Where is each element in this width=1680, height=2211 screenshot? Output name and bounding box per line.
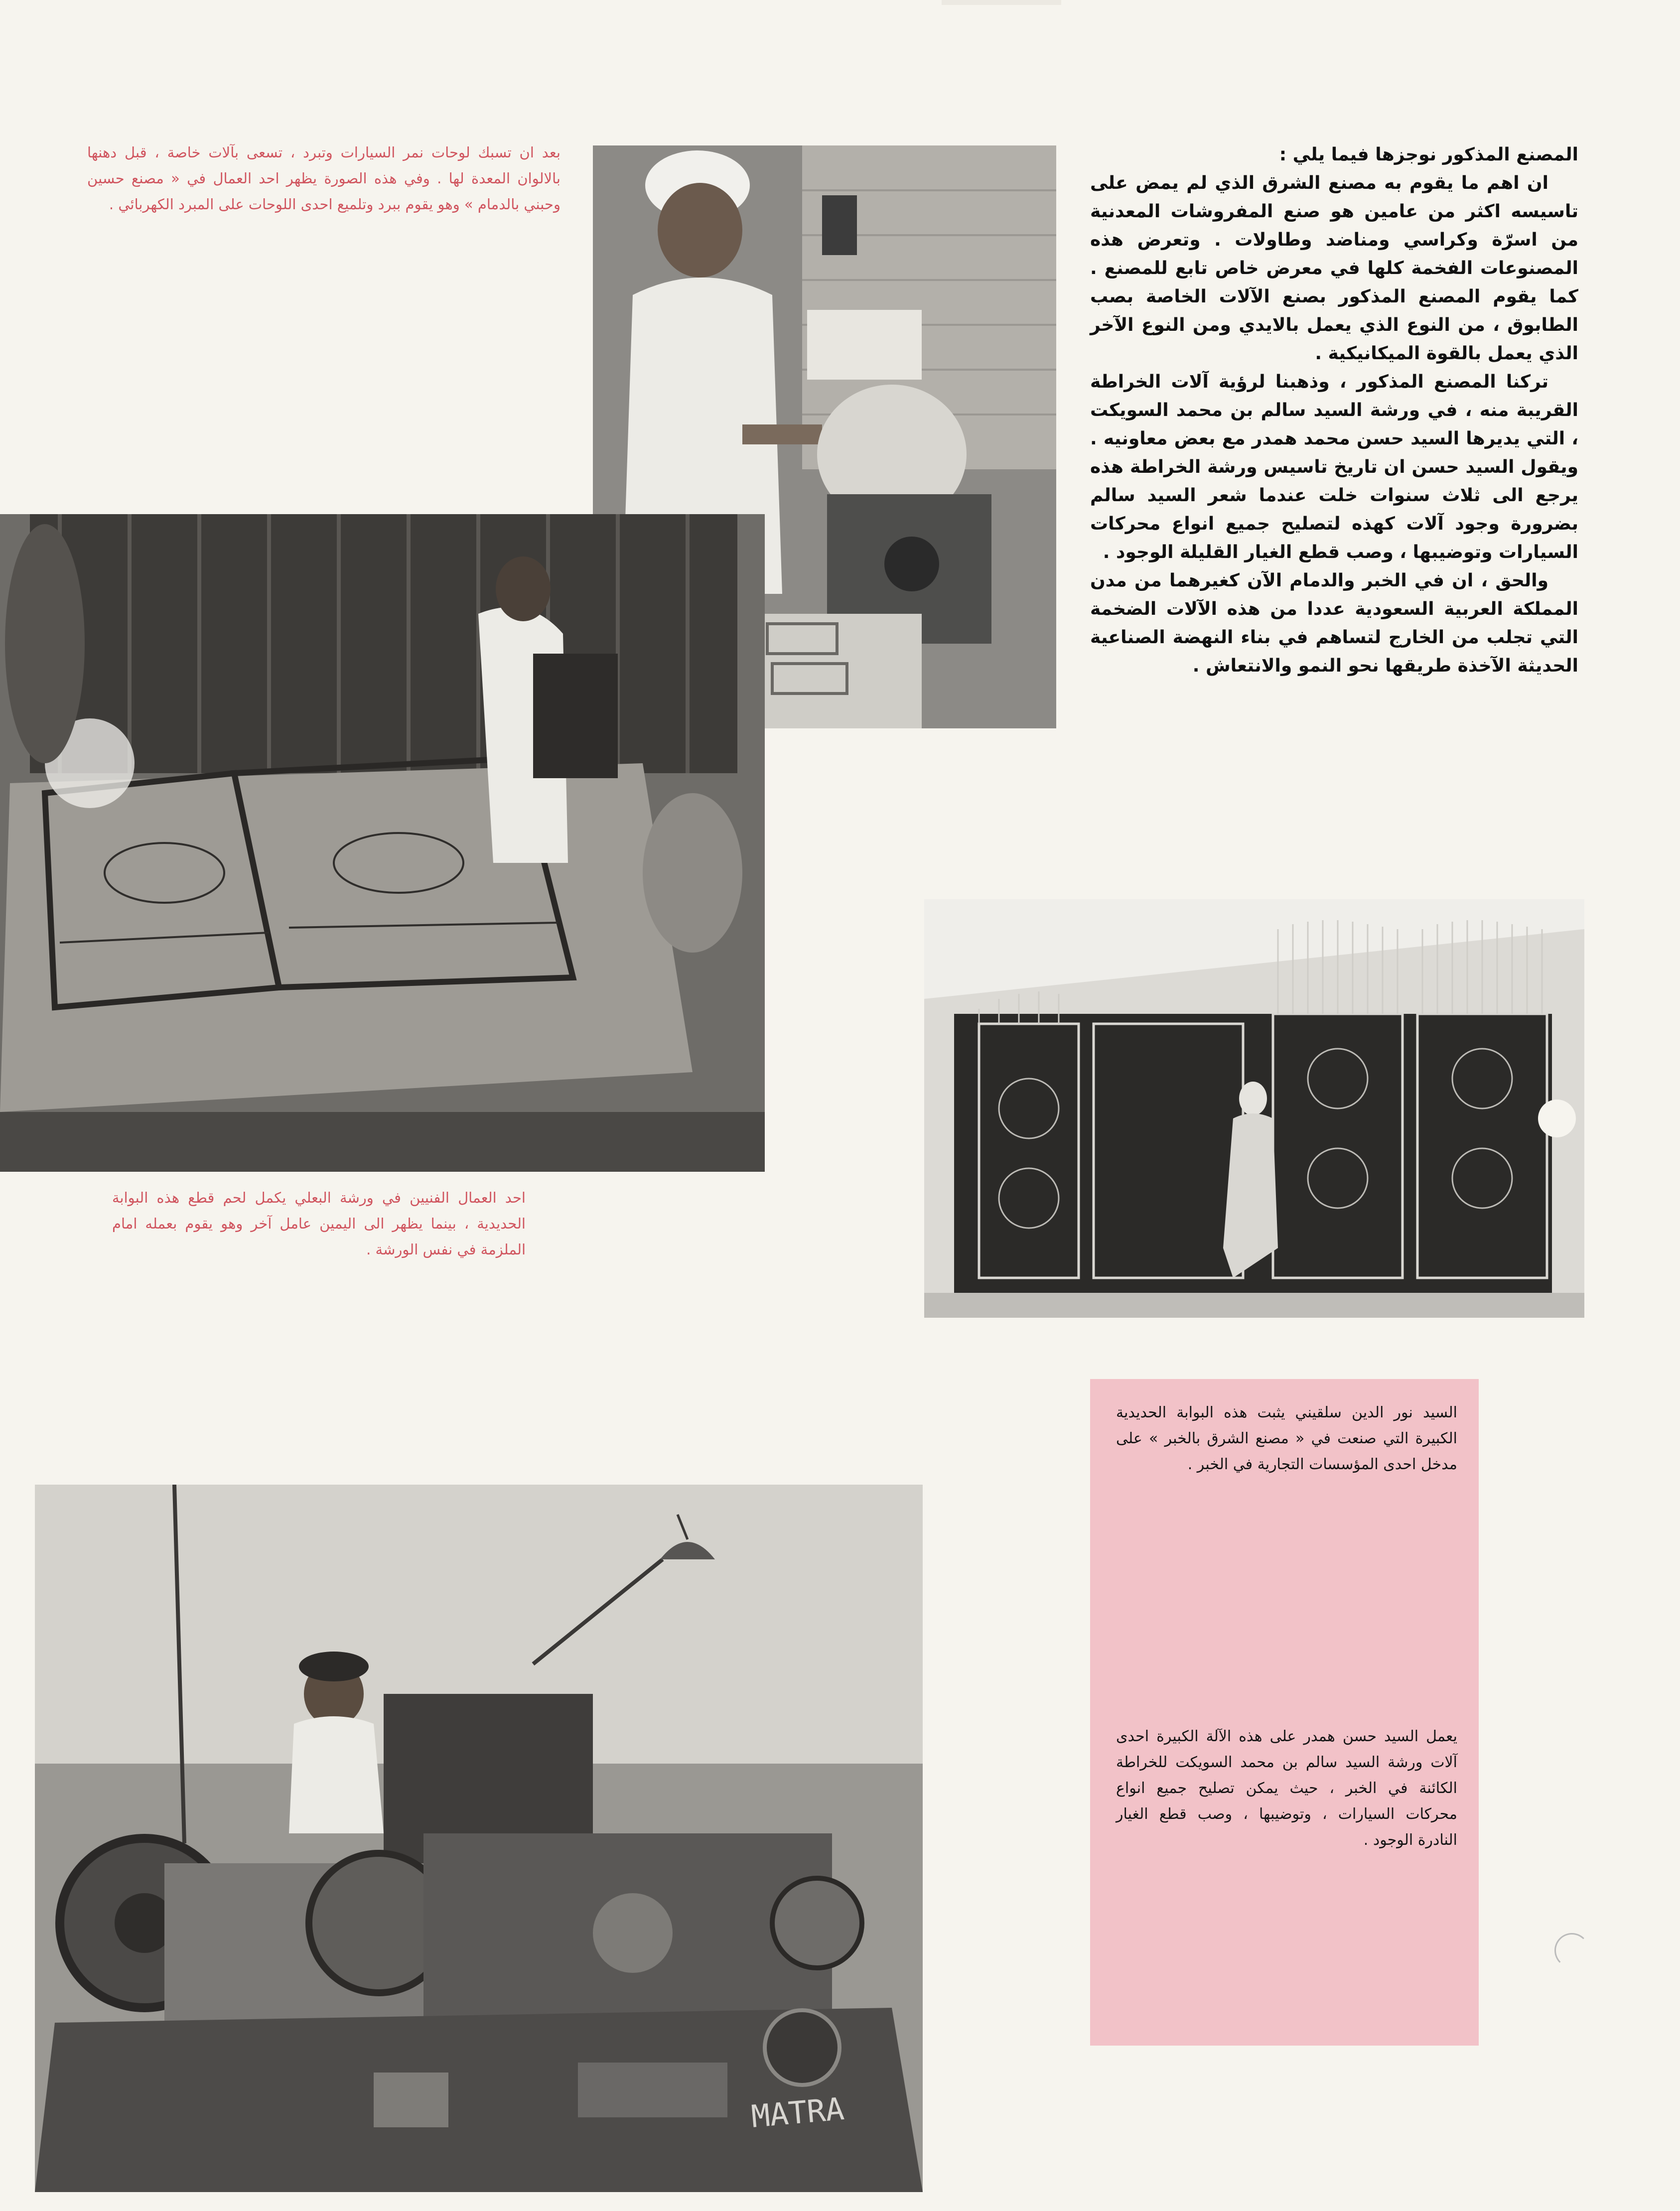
photo-welding-gate [0, 514, 765, 1172]
caption-lathe: يعمل السيد حسن همدر على هذه الآلة الكبيرة احدى آلات ورشة السيد سالم بن محمد السويكت للخراطة الكائنة في الخبر ، حيث يمكن تصليح جميع انواع محركات السيارات ، وتوضيبها ، وصب قطع الغيار النادرة الوجود . [1116, 1728, 1457, 1849]
article-paragraph-3: تركنا المصنع المذكور ، وذهبنا لرؤية آلات الخراطة القريبة منه ، في ورشة السيد سالم بن محمد السويكت ، التي يديرها السيد حسن محمد همدر مع بعض معاونيه . ويقول السيد حسن ان تاريخ تاسيس ورشة الخراطة هذه يرجع الى ثلاث سنوات خلت عندما شعر السيد سالم بضرورة وجود آلات كهذه لتصليح جميع انواع محركات السيارات وتوضيبها ، وصب قطع الغيار القليلة الوجود . [1090, 372, 1578, 562]
article-paragraph-1: المصنع المذكور نوجزها فيما يلي : [1279, 144, 1578, 165]
top-edge-mark [942, 0, 1061, 5]
caption-panel [1090, 1379, 1479, 2046]
caption-gate: السيد نور الدين سلقيني يثبت هذه البوابة الحديدية الكبيرة التي صنعت في « مصنع الشرق بالخبر » على مدخل احدى المؤسسات التجارية في الخبر . [1116, 1404, 1457, 1473]
article-paragraph-4: والحق ، ان في الخبر والدمام الآن كغيرهما من مدن المملكة العربية السعودية عددا من هذه الآلات الضخمة التي تجلب من الخارج لتساهم في بناء النهضة الصناعية الحديثة الآخذة طريقها نحو النمو والانتعاش . [1090, 570, 1578, 676]
caption-welding: احد العمال الفنيين في ورشة البعلي يكمل لحم قطع هذه البوابة الحديدية ، بينما يظهر الى اليمين عامل آخر وهو يقوم بعمله امام الملزمة في نفس الورشة . [112, 1189, 526, 1258]
caption-grinder: بعد ان تسبك لوحات نمر السيارات وتبرد ، تسعى بآلات خاصة ، قبل دهنها بالالوان المعدة لها . وفي هذه الصورة يظهر احد العمال في « مصنع حسين وحبني بالدمام » وهو يقوم ببرد وتلميع احدى اللوحات على المبرد الكهربائي . [87, 144, 560, 213]
photo-lathe-machine [35, 1485, 923, 2192]
page-corner-mark [1554, 1933, 1589, 1968]
lathe-brand-label: MATRA [749, 2090, 846, 2135]
photo-installed-gate [924, 899, 1584, 1318]
article-paragraph-2: ان اهم ما يقوم به مصنع الشرق الذي لم يمض على تاسيسه اكثر من عامين هو صنع المفروشات المعدنية من اسرّة وكراسي ومناضد وطاولات . وتعرض هذه المصنوعات الفخمة كلها في معرض خاص تابع للمصنع . كما يقوم المصنع المذكور بصنع الآلات الخاصة بصب الطابوق ، من النوع الذي يعمل بالايدي ومن النوع الآخر الذي يعمل بالقوة الميكانيكية . [1090, 173, 1578, 364]
article-body [1090, 140, 1578, 680]
